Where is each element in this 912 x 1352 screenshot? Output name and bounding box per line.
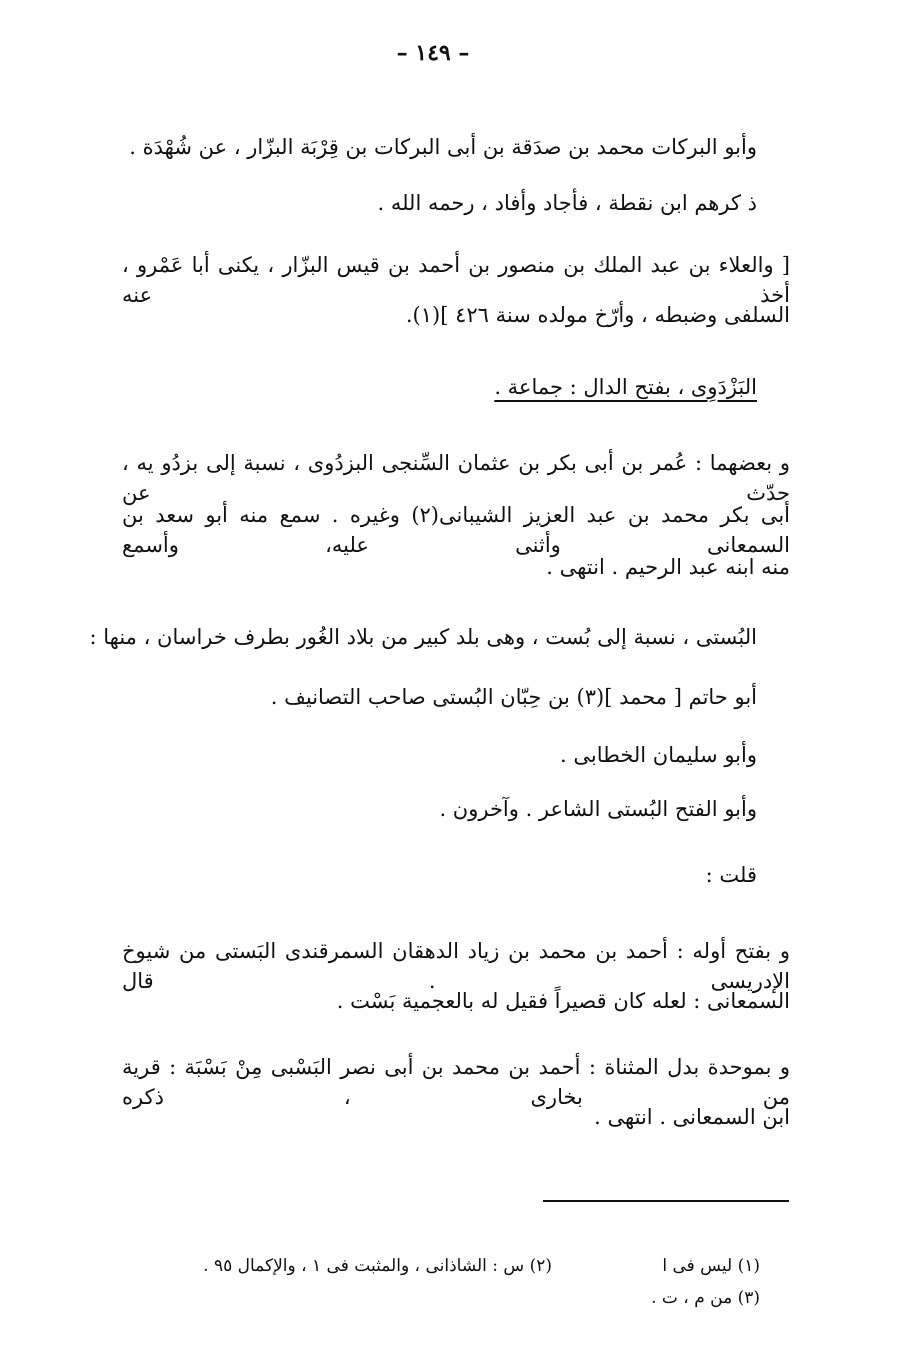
qultu-heading: قلت : [705,863,757,887]
text-line-15: السمعانى : لعله كان قصيراً فقيل له بالعجمية بَسْت . [336,989,790,1013]
page-number: – ١٤٩ – [396,40,470,66]
text-line-6: و بعضهما : عُمر بن أبى بكر بن عثمان السِّنجى البزدُوى ، نسبة إلى بزدُو يه ، حدّث عن [122,451,790,505]
text-line-3: [ والعلاء بن عبد الملك بن منصور بن أحمد بن قيس البزّار ، يكنى أبا عَمْرو ، أخذ عنه [122,253,790,307]
text-line-2: ذ كرهم ابن نقطة ، فأجاد وأفاد ، رحمه الله . [377,191,757,215]
text-line-17: ابن السمعانى . انتهى . [594,1105,790,1129]
text-line-10: أبو حاتم [ محمد ](٣) بن حِبّان البُستى صاحب التصانيف . [270,685,757,709]
text-line-11: وأبو سليمان الخطابى . [560,743,757,767]
text-line-7: أبى بكر محمد بن عبد العزيز الشيبانى(٢) وغيره . سمع منه أبو سعد بن السمعانى وأثنى عليه، وأسمع [122,503,790,557]
entry-heading-busti: البُستى ، نسبة إلى بُست ، وهى بلد كبير من بلاد الغُور بطرف خراسان ، منها : [89,625,757,649]
text-line-14: و بفتح أوله : أحمد بن محمد بن زياد الدهقان السمرقندى البَستى من شيوخ الإدريسى . قال [122,939,790,993]
text-line-1: وأبو البركات محمد بن صدَقة بن أبى البركات بن قِرْبَة البزّار ، عن شُهْدَة . [129,135,757,159]
text-line-8: منه ابنه عبد الرحيم . انتهى . [546,555,790,579]
footnote-separator [543,1200,789,1202]
footnote-2: (٢) س : الشاذانى ، والمثبت فى ١ ، والإكمال ٩٥ . [203,1256,552,1276]
footnote-1: (١) ليس فى ا [662,1256,760,1276]
text-line-4: السلفى وضبطه ، وأرّخ مولده سنة ٤٢٦ ](١). [405,303,790,327]
text-line-12: وأبو الفتح البُستى الشاعر . وآخرون . [439,797,757,821]
entry-heading-bazdawi: البَزْدَوِى ، بفتح الدال : جماعة . [494,375,757,399]
footnote-3: (٣) من م ، ت . [651,1288,760,1308]
text-line-16: و بموحدة بدل المثناة : أحمد بن محمد بن أبى نصر البَسْبى مِنْ بَسْبَة : قرية من بخارى ، ذكره [122,1055,790,1109]
